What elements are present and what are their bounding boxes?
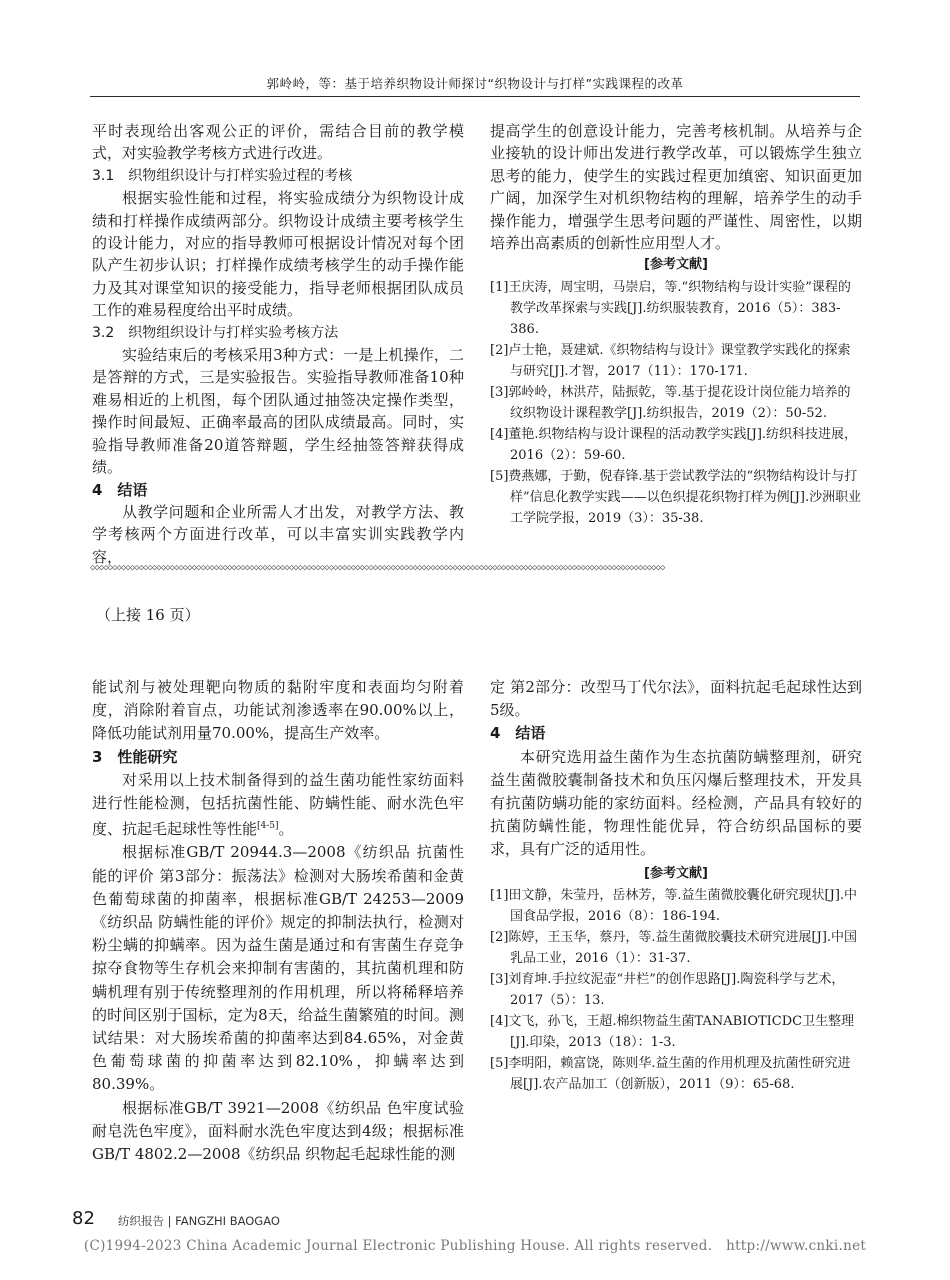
running-header: 郭岭岭，等：基于培养织物设计师探讨“织物设计与打样”实践课程的改革 (90, 74, 860, 97)
section-heading-4: 4 结语 (490, 724, 546, 743)
paragraph: 定 第2部分：改型马丁代尔法》，面料抗起毛起球性达到5级。 (490, 678, 862, 720)
section-heading-3-2: 3.2 织物组织设计与打样实验考核方法 (92, 324, 339, 341)
citation: [4-5] (257, 821, 279, 832)
paragraph: 根据实验性能和过程，将实验成绩分为织物设计成绩和打样操作成绩两部分。织物设计成绩主要考核学生的设计能力，对应的指导教师可根据设计情况对每个团队产生初步认识；打样操作成绩考核学生的动手操作能力及其对课堂知识的接受能力，指导老师根据团队成员工作的难易程度给出平时成绩。 (92, 189, 464, 320)
paragraph-end: 。 (278, 820, 294, 839)
section-divider: ◇◇◇◇◇◇◇◇◇◇◇◇◇◇◇◇◇◇◇◇◇◇◇◇◇◇◇◇◇◇◇◇◇◇◇◇◇◇◇◇◇◇◇◇◇◇◇◇◇◇◇◇◇◇◇◇◇◇◇◇◇◇◇◇◇◇◇◇◇◇◇◇◇◇◇◇◇◇◇◇◇◇◇◇◇◇◇◇◇◇◇◇◇◇◇◇◇◇◇◇◇◇◇◇◇◇◇◇◇◇◇◇◇◇◇◇◇◇◇◇◇◇◇◇◇◇◇◇◇◇ (90, 563, 665, 573)
top-left-column (92, 120, 464, 568)
reference-item: [1]王庆涛，周宝明，马崇启，等.“织物结构与设计实验”课程的教学改革探索与实践[J].纺织服装教育，2016（5）：383-386. (490, 279, 851, 337)
reference-item: [5]费燕娜，于勤，倪春锋.基于尝试教学法的“织物结构设计与打样”信息化教学实践——以色织提花织物打样为例[J].沙洲职业工学院学报，2019（3）：35-38. (490, 468, 862, 526)
journal-name: 纺织报告 | FANGZHI BAOGAO (118, 1214, 280, 1228)
page-number: 82 (72, 1208, 95, 1229)
continued-from-note: （上接 16 页） (96, 606, 200, 624)
references-title: [参考文献] (644, 865, 708, 881)
paragraph: 平时表现给出客观公正的评价，需结合目前的教学模式，对实验教学考核方式进行改进。 (92, 122, 464, 163)
reference-item: [5]李明阳，赖富饶，陈则华.益生菌的作用机理及抗菌性研究进展[J].农产品加工（创新版），2011（9）：65-68. (490, 1055, 851, 1092)
paragraph (92, 769, 464, 842)
reference-item: [2]陈婷，王玉华，蔡丹，等.益生菌微胶囊技术研究进展[J].中国乳品工业，2016（1）：31-37. (490, 929, 858, 966)
section-heading-3: 3 性能研究 (92, 747, 178, 766)
reference-item: [2]卢士艳，聂建斌.《织物结构与设计》课堂教学实践化的探索与研究[J].才智，2017（11）：170-171. (490, 342, 851, 379)
references-title: [参考文献] (644, 257, 708, 273)
reference-item: [4]文飞，孙飞，王超.棉织物益生菌TANABIOTICDC卫生整理[J].印染，2013（18）：1-3. (490, 1013, 855, 1050)
paragraph: 能试剂与被处理靶向物质的黏附牢度和表面均匀附着度，消除附着盲点，功能试剂渗透率在90.00%以上，降低功能试剂用量70.00%，提高生产效率。 (92, 678, 464, 743)
paragraph: 实验结束后的考核采用3种方式：一是上机操作，二是答辩的方式，三是实验报告。实验指导教师准备10种难易相近的上机图，每个团队通过抽签决定操作类型，操作时间最短、正确率最高的团队成绩最高。同时，实验指导教师准备20道答辩题，学生经抽签答辩获得成绩。 (92, 346, 464, 477)
reference-item: [1]田文静，朱莹丹，岳林芳，等.益生菌微胶囊化研究现状[J].中国食品学报，2016（8）：186-194. (490, 887, 858, 924)
reference-item: [3]刘育坤.手拉纹泥壶“井栏”的创作思路[J].陶瓷科学与艺术，2017（5）：13. (490, 971, 845, 1008)
paragraph: 提高学生的创意设计能力，完善考核机制。从培养与企业接轨的设计师出发进行教学改革，可以锻炼学生独立思考的能力，使学生的实践过程更加缜密、知识面更加广阔，加深学生对机织物结构的理解，培养学生的动手操作能力，增强学生思考问题的严谨性、周密性，以期培养出高素质的创新性应用型人才。 (490, 122, 862, 253)
paragraph: 根据标准GB/T 20944.3—2008《纺织品 抗菌性能的评价 第3部分：振荡法》检测对大肠埃希菌和金黄色葡萄球菌的抑菌率，根据标准GB/T 24253—2009《纺织品 防螨性能的评价》规定的抑制法执行，检测对粉尘螨的抑螨率。因为益生菌是通过和有害菌生存竞争掠夺食物等生存机会来抑制有害菌的，其抗菌机理和防螨机理有别于传统整理剂的作用机理，所以将稀释培养的时间区别于国标，定为8天，给益生菌繁殖的时间。测试结果：对大肠埃希菌的抑菌率达到84.65%，对金黄色葡萄球菌的抑菌率达到82.10%，抑螨率达到80.39%。 (92, 843, 464, 1094)
bottom-left-column (92, 676, 464, 1166)
copyright-line: (C)1994-2023 China Academic Journal Electronic Publishing House. All rights reserved. http://www.cnki.net (83, 1238, 867, 1254)
paragraph: 本研究选用益生菌作为生态抗菌防螨整理剂，研究益生菌微胶囊制备技术和负压闪爆后整理技术，开发具有抗菌防螨功能的家纺面料。经检测，产品具有较好的抗菌防螨性能，物理性能优异，符合纺织品国标的要求，具有广泛的适用性。 (490, 747, 862, 859)
bottom-right-column (490, 676, 862, 1095)
section-heading-3-1: 3.1 织物组织设计与打样实验过程的考核 (92, 167, 353, 184)
top-right-column (490, 120, 862, 529)
section-heading-4: 4 结语 (92, 480, 148, 499)
reference-item: [4]董艳.织物结构与设计课程的活动教学实践[J].纺织科技进展，2016（2）：59-60. (490, 426, 858, 463)
paragraph: 根据标准GB/T 3921—2008《纺织品 色牢度试验 耐皂洗色牢度》，面料耐水洗色牢度达到4级；根据标准GB/T 4802.2—2008《纺织品 织物起毛起球性能的测 (92, 1098, 464, 1164)
reference-item: [3]郭岭岭，林洪芹，陆振乾，等.基于提花设计岗位能力培养的纹织物设计课程教学[J].纺织报告，2019（2）：50-52. (490, 384, 851, 421)
paragraph-text: 对采用以上技术制备得到的益生菌功能性家纺面料进行性能检测，包括抗菌性能、防螨性能、耐水洗色牢度、抗起毛起球性等性能 (92, 770, 464, 839)
paragraph: 从教学问题和企业所需人才出发，对教学方法、教学考核两个方面进行改革，可以丰富实训实践教学内容， (92, 502, 464, 566)
